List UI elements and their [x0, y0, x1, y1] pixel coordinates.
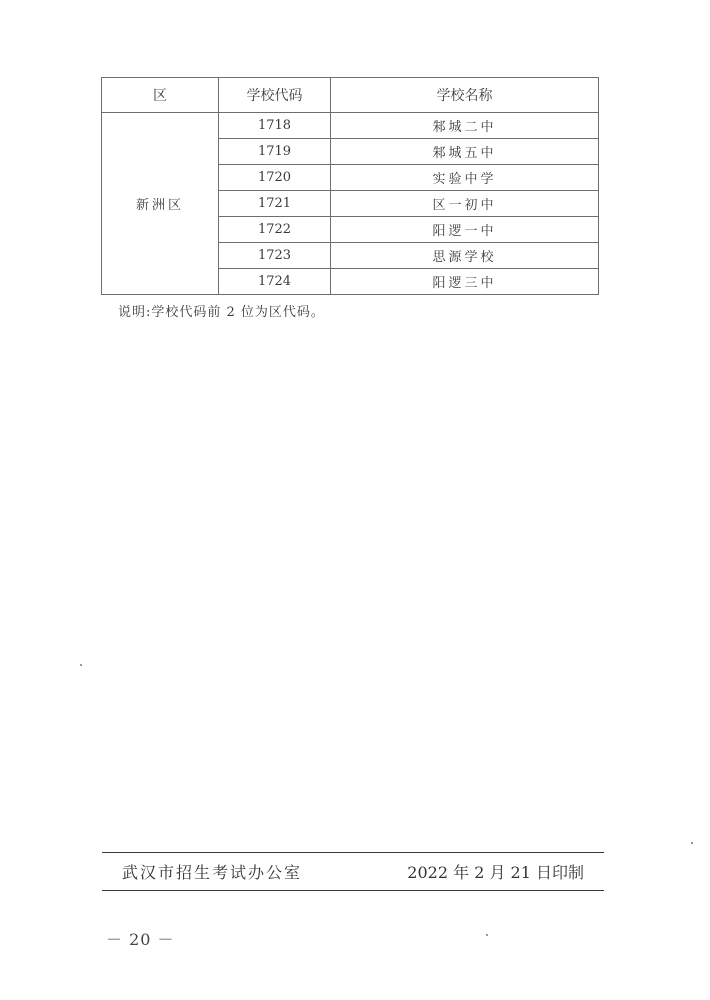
table-footnote: 说明:学校代码前 2 位为区代码。 [118, 305, 325, 320]
school-name-cell: 阳逻一中 [331, 217, 599, 243]
column-header-school-name: 学校名称 [331, 78, 599, 113]
school-code-cell: 1723 [219, 243, 331, 269]
column-header-school-code: 学校代码 [219, 78, 331, 113]
footer-divider-top [102, 852, 604, 853]
footer-divider-bottom [102, 890, 604, 891]
school-name-cell: 阳逻三中 [331, 269, 599, 295]
page-number: － 20 － [106, 930, 175, 949]
issuing-office: 武汉市招生考试办公室 [122, 863, 303, 882]
column-header-district: 区 [102, 78, 219, 113]
school-code-cell: 1722 [219, 217, 331, 243]
print-date: 2022 年 2 月 21 日印制 [407, 863, 584, 882]
school-name-cell: 区一初中 [331, 191, 599, 217]
school-name-cell: 邾城五中 [331, 139, 599, 165]
school-name-cell: 邾城二中 [331, 113, 599, 139]
school-name-cell: 思源学校 [331, 243, 599, 269]
scan-speck [486, 934, 488, 936]
table-row [102, 113, 599, 139]
school-code-cell: 1720 [219, 165, 331, 191]
school-code-cell: 1718 [219, 113, 331, 139]
scan-speck [80, 664, 82, 666]
school-code-cell: 1724 [219, 269, 331, 295]
school-name-cell: 实验中学 [331, 165, 599, 191]
district-cell: 新洲区 [102, 113, 219, 295]
school-code-table [101, 77, 599, 295]
scan-speck [691, 842, 693, 844]
table-header-row [102, 78, 599, 113]
school-code-cell: 1721 [219, 191, 331, 217]
school-code-cell: 1719 [219, 139, 331, 165]
